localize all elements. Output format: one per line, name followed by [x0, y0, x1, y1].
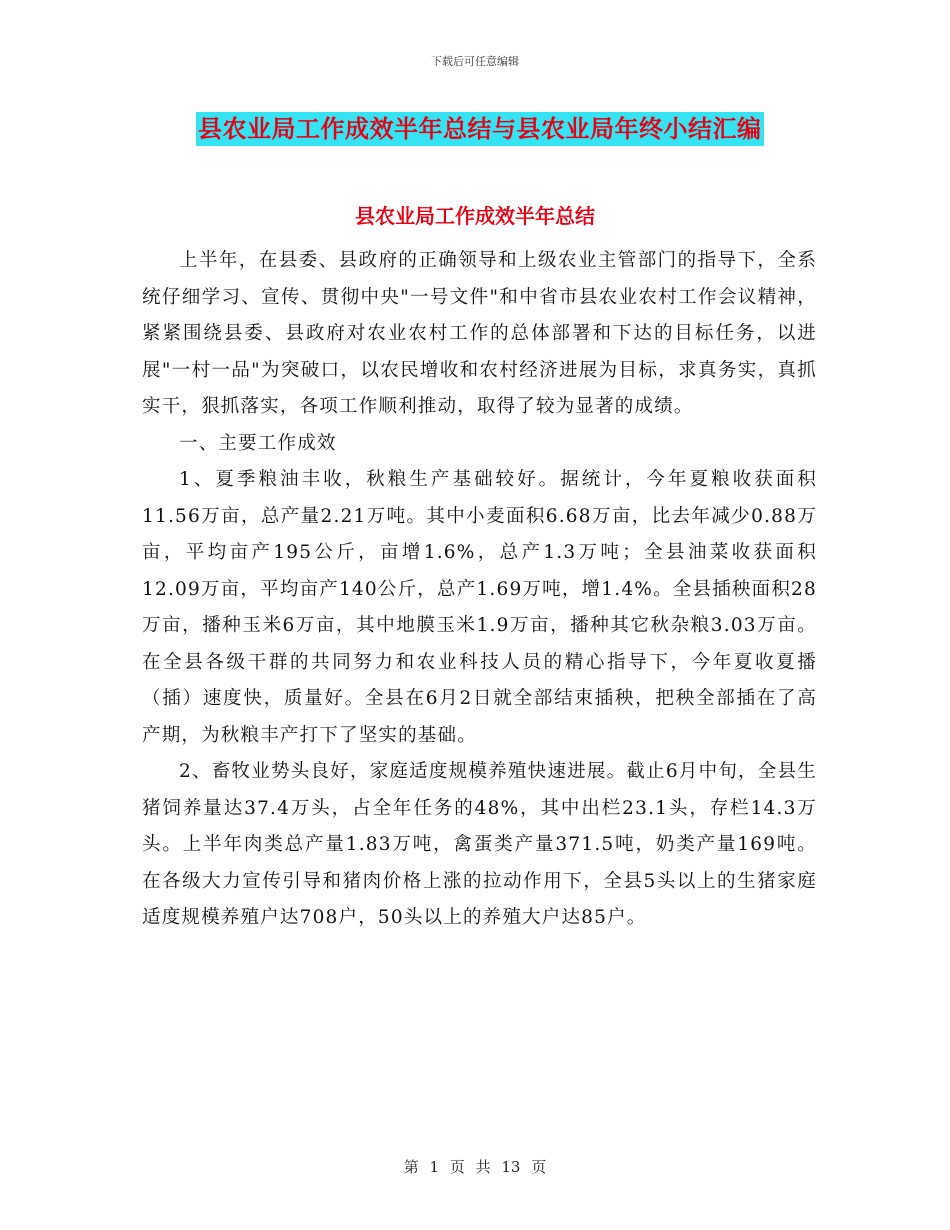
document-body — [142, 243, 817, 937]
section-title: 县农业局工作成效半年总结 — [355, 204, 595, 228]
document-main-title: 县农业局工作成效半年总结与县农业局年终小结汇编 — [196, 112, 764, 146]
paragraph-grain-harvest: 1、夏季粮油丰收，秋粮生产基础较好。据统计，今年夏粮收获面积11.56万亩，总产量2.21万吨。其中小麦面积6.68万亩，比去年减少0.88万亩，平均亩产195公斤，亩增1.6%，总产1.3万吨；全县油菜收获面积12.09万亩，平均亩产140公斤，总产1.69万吨，增1.4%。全县插秧面积28万亩，播种玉米6万亩，其中地膜玉米1.9万亩，播种其它秋杂粮3.03万亩。在全县各级干群的共同努力和农业科技人员的精心指导下，今年夏收夏播（插）速度快，质量好。全县在6月2日就全部结束插秧，把秧全部插在了高产期，为秋粮丰产打下了坚实的基础。 — [142, 469, 817, 746]
paragraph-intro: 上半年，在县委、县政府的正确领导和上级农业主管部门的指导下，全系统仔细学习、宣传、贯彻中央"一号文件"和中省市县农业农村工作会议精神，紧紧围绕县委、县政府对农业农村工作的总体部署和下达的目标任务，以进展"一村一品"为突破口，以农民增收和农村经济进展为目标，求真务实，真抓实干，狠抓落实，各项工作顺利推动，取得了较为显著的成绩。 — [142, 250, 817, 417]
header-note: 下载后可任意编辑 — [431, 55, 519, 68]
paragraph-livestock: 2、畜牧业势头良好，家庭适度规模养殖快速进展。截止6月中旬，全县生猪饲养量达37.4万头，占全年任务的48%，其中出栏23.1头，存栏14.3万头。上半年肉类总产量1.83万吨，禽蛋类产量371.5吨，奶类产量169吨。在各级大力宣传引导和猪肉价格上涨的拉动作用下，全县5头以上的生猪家庭适度规模养殖户达708户，50头以上的养殖大户达85户。 — [142, 761, 817, 928]
page-footer: 第 1 页 共 13 页 — [403, 1158, 547, 1176]
heading-main-results: 一、主要工作成效 — [179, 432, 337, 454]
